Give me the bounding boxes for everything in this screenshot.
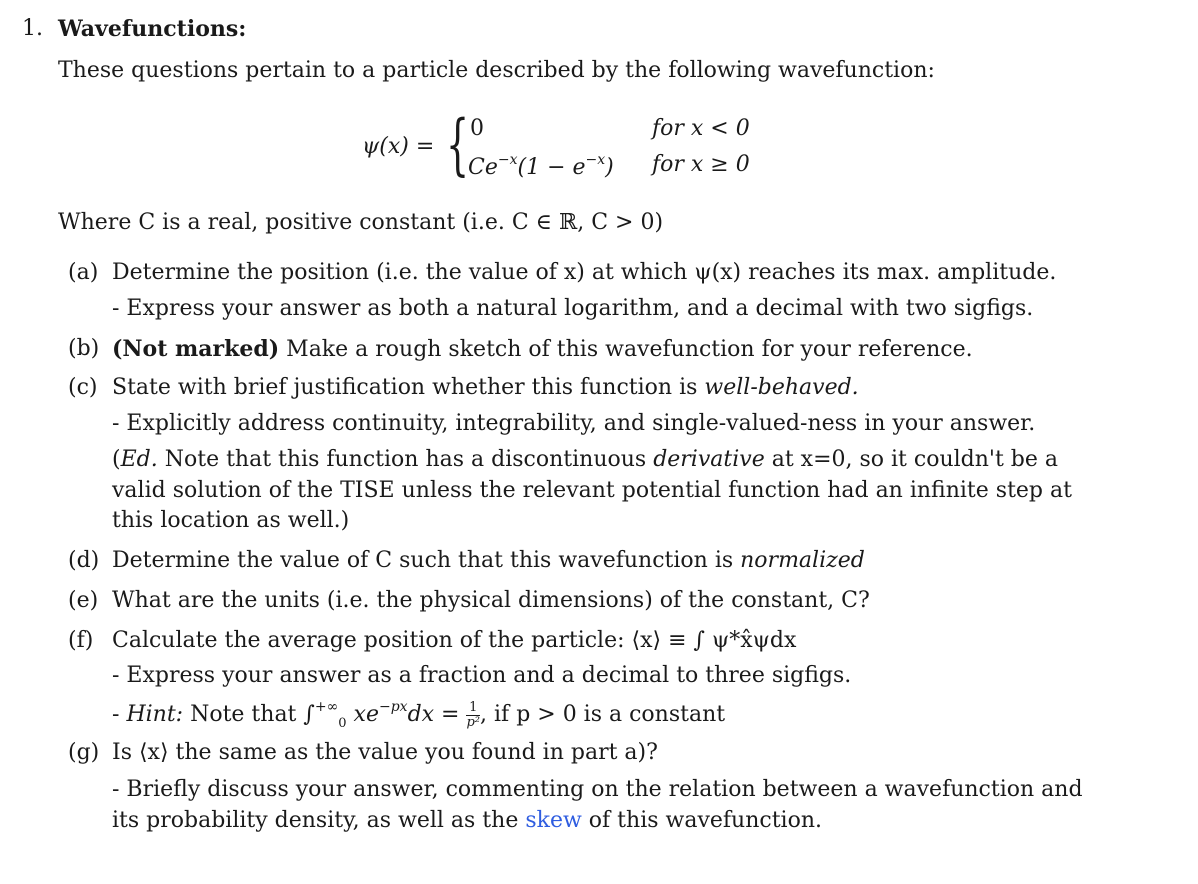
part-b-label: (b) [68,336,100,361]
part-a-text: Determine the position (i.e. the value of x) at which ψ(x) reaches its max. amplitude. [112,260,1057,285]
equation-case2-value: $Ce^{-x}(1 - e^{-x})$ [468,152,614,180]
part-a-note: - Express your answer as both a natural logarithm, and a decimal with two sigfigs. [112,296,1034,321]
part-c-editor-note-line1: (Ed. Note that this function has a discontinuous derivative at x=0, so it couldn't be a [112,447,1059,472]
equation-brace: { [446,106,470,183]
part-c-editor-note-line3: this location as well.) [112,508,350,533]
part-d-text: Determine the value of C such that this wavefunction is normalized [112,548,865,573]
hint-fraction: $\frac{1}{\text{p²}}$ [466,699,481,730]
part-c-text: State with brief justification whether this function is well-behaved. [112,375,859,400]
part-d-label: (d) [68,548,100,573]
part-g-label: (g) [68,740,100,765]
part-g-note-line2: its probability density, as well as the skew of this wavefunction. [112,808,822,833]
section-title: Wavefunctions: [58,16,247,42]
part-b-text: (Not marked) Make a rough sketch of this wavefunction for your reference. [112,336,973,362]
part-a-label: (a) [68,260,99,285]
section-number: 1. [22,16,43,41]
part-c-editor-note-line2: valid solution of the TISE unless the relevant potential function had an infinite step at [112,478,1072,503]
part-g-text: Is ⟨x⟩ the same as the value you found in part a)? [112,740,658,765]
where-line: Where C is a real, positive constant (i.e. C ∈ ℝ, C > 0) [58,210,664,235]
equation-case2-condition: for x ≥ 0 [652,152,750,177]
part-f-hint: - Hint: Note that $\int^{+\infty}_0$ $xe^{-px}dx$ = $\frac{1}{\text{p²}}$ , if p > 0 is a constant [112,699,726,731]
part-c-note: - Explicitly address continuity, integrability, and single-valued-ness in your answer. [112,411,1036,436]
part-g-note-line1: - Briefly discuss your answer, commenting on the relation between a wavefunction and [112,777,1083,802]
part-f-label: (f) [68,628,94,653]
intro-text: These questions pertain to a particle described by the following wavefunction: [58,58,935,83]
equation-case1-value: 0 [470,116,484,141]
part-f-note: - Express your answer as a fraction and a decimal to three sigfigs. [112,663,852,688]
part-f-text: Calculate the average position of the particle: ⟨x⟩ ≡ ∫ ψ*x̂ψdx [112,628,797,653]
part-e-text: What are the units (i.e. the physical dimensions) of the constant, C? [112,588,870,613]
skew-link[interactable]: skew [525,808,582,833]
equation-case1-condition: for x < 0 [652,116,750,141]
equation-lhs: ψ(x) = [362,134,435,159]
part-e-label: (e) [68,588,99,613]
part-c-label: (c) [68,375,98,400]
